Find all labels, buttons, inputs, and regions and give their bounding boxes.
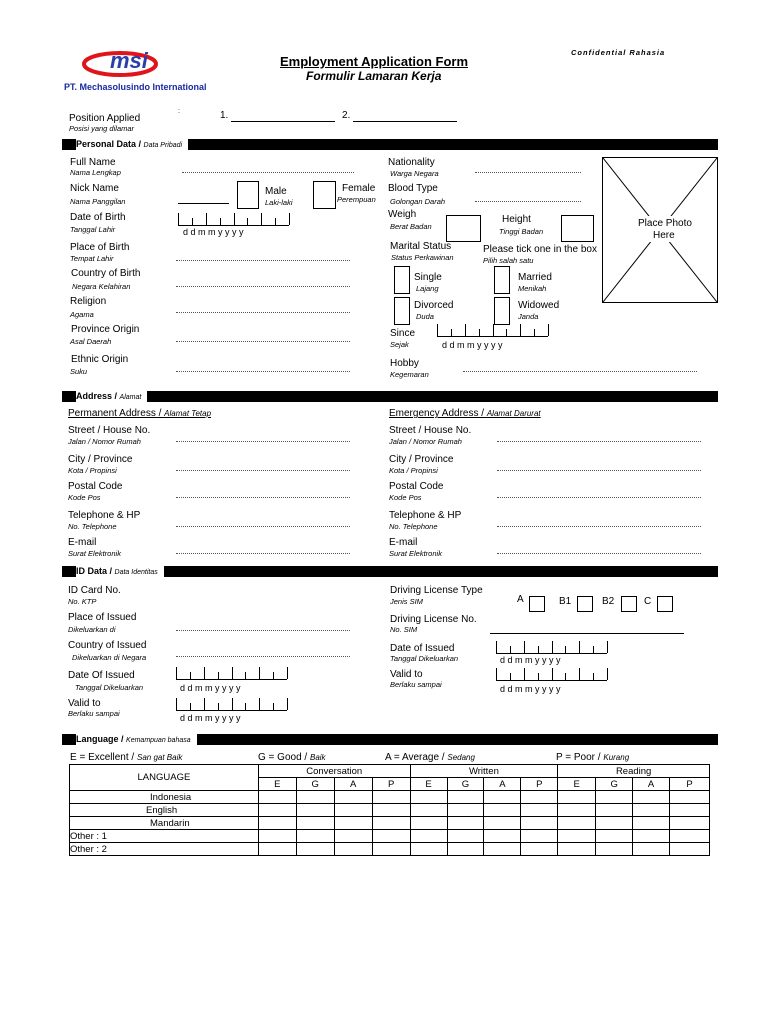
perm-email-label: E-mail xyxy=(68,537,97,548)
weight-field[interactable] xyxy=(446,215,481,242)
emer-phone-label: Telephone & HP xyxy=(389,510,462,521)
emer-email-label-id: Surat Elektronik xyxy=(389,549,442,558)
since-label-id: Sejak xyxy=(390,340,409,349)
single-label-id: Lajang xyxy=(416,284,439,293)
personal-data-header: Personal Data xyxy=(76,139,137,149)
pob-label-id: Tempat Lahir xyxy=(70,254,114,263)
grade-header: G xyxy=(447,778,484,791)
single-label: Single xyxy=(414,272,442,283)
place-issued-label-id: Dikeluarkan di xyxy=(68,625,116,634)
emergency-address-title: Emergency Address / Alamat Darurat xyxy=(389,408,541,419)
license-type-a-checkbox[interactable] xyxy=(529,596,545,612)
grade-cell[interactable] xyxy=(670,791,710,804)
married-label: Married xyxy=(518,272,552,283)
cob-label-id: Negara Kelahiran xyxy=(72,282,131,291)
language-header: Language xyxy=(76,734,119,744)
written-column-header: Written xyxy=(410,765,558,778)
perm-street-label-id: Jalan / Nomor Rumah xyxy=(68,437,141,446)
since-format: d d m m y y y y xyxy=(442,340,503,350)
grade-cell[interactable] xyxy=(447,804,484,817)
perm-city-label: City / Province xyxy=(68,454,133,465)
table-row xyxy=(70,830,710,843)
dob-label-id: Tanggal Lahir xyxy=(70,225,116,234)
height-field[interactable] xyxy=(561,215,594,242)
grade-cell[interactable] xyxy=(633,830,670,843)
full-name-label: Full Name xyxy=(70,157,116,168)
emer-postal-label-id: Kode Pos xyxy=(389,493,422,502)
address-bar: Address / Alamat xyxy=(62,391,718,402)
grade-cell[interactable] xyxy=(558,843,596,856)
valid-to-field[interactable] xyxy=(176,698,287,711)
female-label: Female xyxy=(342,183,376,194)
ethnic-label-id: Suku xyxy=(70,367,88,376)
perm-phone-label: Telephone & HP xyxy=(68,510,141,521)
grade-cell[interactable] xyxy=(484,843,521,856)
country-issued-field[interactable] xyxy=(176,656,350,657)
table-row xyxy=(70,843,710,856)
grade-cell[interactable] xyxy=(334,791,372,804)
dob-format: d d m m y y y y xyxy=(183,227,244,237)
weight-label: Weigh xyxy=(388,209,417,220)
valid-to2-label-id: Berlaku sampai xyxy=(390,680,442,689)
photo-box[interactable] xyxy=(602,157,718,303)
license-no-label-id: No. SIM xyxy=(390,625,418,634)
grade-cell[interactable] xyxy=(521,817,558,830)
grade-cell[interactable] xyxy=(334,817,372,830)
hobby-label-id: Kegemaran xyxy=(390,370,429,379)
reading-column-header: Reading xyxy=(558,765,710,778)
address-header-id: Alamat xyxy=(119,394,142,401)
grade-cell[interactable] xyxy=(296,830,334,843)
divorced-checkbox[interactable] xyxy=(394,297,410,325)
grade-cell[interactable] xyxy=(633,804,670,817)
perm-email-label-id: Surat Elektronik xyxy=(68,549,121,558)
widowed-label-id: Janda xyxy=(518,312,539,321)
pob-field[interactable] xyxy=(176,260,350,261)
grade-header: G xyxy=(596,778,633,791)
tick-label-id: Pilih salah satu xyxy=(483,256,534,265)
date-issued-field[interactable] xyxy=(176,667,287,680)
perm-city-label-id: Kota / Propinsi xyxy=(68,466,117,475)
date-issued2-format: d d m m y y y y xyxy=(500,655,561,665)
date-issued2-label-id: Tanggal Dikeluarkan xyxy=(390,654,459,663)
female-label-id: Perempuan xyxy=(337,195,376,204)
date-issued2-label: Date of Issued xyxy=(390,643,455,654)
grade-cell[interactable] xyxy=(410,817,447,830)
valid-to2-label: Valid to xyxy=(390,669,423,680)
grade-cell[interactable] xyxy=(558,791,596,804)
perm-postal-label-id: Kode Pos xyxy=(68,493,101,502)
position-opt1-field[interactable] xyxy=(231,121,335,122)
license-type-b2-checkbox[interactable] xyxy=(621,596,637,612)
widowed-checkbox[interactable] xyxy=(494,297,510,325)
full-name-field[interactable] xyxy=(182,172,354,173)
grade-cell[interactable] xyxy=(258,804,296,817)
legend-poor xyxy=(556,752,629,763)
grade-cell[interactable] xyxy=(334,830,372,843)
ethnic-field[interactable] xyxy=(176,371,350,372)
emer-street-label-id: Jalan / Nomor Rumah xyxy=(389,437,462,446)
valid-to2-format: d d m m y y y y xyxy=(500,684,561,694)
nick-name-label: Nick Name xyxy=(70,183,119,194)
full-name-label-id: Nama Lengkap xyxy=(70,168,121,177)
grade-cell[interactable] xyxy=(372,804,410,817)
grade-header: G xyxy=(296,778,334,791)
grade-cell[interactable] xyxy=(410,830,447,843)
emer-phone-field[interactable] xyxy=(497,526,701,527)
place-issued-label: Place of Issued xyxy=(68,612,137,623)
grade-header: A xyxy=(633,778,670,791)
valid-to-format: d d m m y y y y xyxy=(180,713,241,723)
idcard-label-id: No. KTP xyxy=(68,597,97,606)
legend-poor-label-id: Kurang xyxy=(603,753,630,762)
marital-label-id: Status Perkawinan xyxy=(391,253,454,262)
photo-label: Place Photo xyxy=(638,218,692,229)
ethnic-label: Ethnic Origin xyxy=(71,354,129,365)
language-name-cell: English xyxy=(70,804,259,817)
license-no-label: Driving License No. xyxy=(390,614,477,625)
grade-cell[interactable] xyxy=(258,830,296,843)
license-type-b1-checkbox[interactable] xyxy=(577,596,593,612)
license-type-a-label: A xyxy=(517,594,524,605)
province-label-id: Asal Daerah xyxy=(70,337,112,346)
grade-header: E xyxy=(258,778,296,791)
since-field[interactable] xyxy=(437,324,548,337)
license-no-field[interactable] xyxy=(490,633,684,634)
nationality-label-id: Warga Negara xyxy=(390,169,439,178)
nick-name-field[interactable] xyxy=(178,203,229,204)
blood-label-id: Golongan Darah xyxy=(390,197,446,206)
grade-cell[interactable] xyxy=(558,830,596,843)
emer-postal-label: Postal Code xyxy=(389,481,444,492)
license-type-b1-label: B1 xyxy=(559,596,572,607)
emer-email-field[interactable] xyxy=(497,553,701,554)
grade-cell[interactable] xyxy=(633,843,670,856)
dob-field[interactable] xyxy=(178,213,289,226)
country-issued-label: Country of Issued xyxy=(68,640,147,651)
religion-field[interactable] xyxy=(176,312,350,313)
position-opt2-field[interactable] xyxy=(353,121,457,122)
grade-cell[interactable] xyxy=(596,791,633,804)
legend-average-label: A = Average / xyxy=(385,752,445,763)
language-name-cell: Mandarin xyxy=(70,817,259,830)
male-checkbox[interactable] xyxy=(237,181,259,209)
license-type-b2-label: B2 xyxy=(602,596,615,607)
grade-cell[interactable] xyxy=(670,817,710,830)
grade-cell[interactable] xyxy=(296,791,334,804)
legend-good-label: G = Good / xyxy=(258,752,308,763)
idcard-label: ID Card No. xyxy=(68,585,121,596)
grade-cell[interactable] xyxy=(484,830,521,843)
emer-street-field[interactable] xyxy=(497,441,701,442)
height-label-id: Tinggi Badan xyxy=(499,227,544,236)
legend-average-label-id: Sedang xyxy=(447,753,475,762)
permanent-address-label: Permanent Address xyxy=(68,408,156,419)
grade-cell[interactable] xyxy=(521,804,558,817)
position-opt2-label: 2. xyxy=(342,110,351,121)
perm-city-field[interactable] xyxy=(176,470,350,471)
perm-email-field[interactable] xyxy=(176,553,350,554)
emer-city-label-id: Kota / Propinsi xyxy=(389,466,438,475)
position-colon: : xyxy=(178,108,180,115)
language-name-cell: Other : 2 xyxy=(70,843,259,856)
place-issued-field[interactable] xyxy=(176,630,350,631)
grade-cell[interactable] xyxy=(633,791,670,804)
cob-field[interactable] xyxy=(176,286,350,287)
license-type-label-id: Jenis SIM xyxy=(390,597,423,606)
nationality-label: Nationality xyxy=(388,157,435,168)
emer-city-field[interactable] xyxy=(497,470,701,471)
date-issued-label: Date Of Issued xyxy=(68,670,135,681)
grade-cell[interactable] xyxy=(372,843,410,856)
divorced-label: Divorced xyxy=(414,300,454,311)
female-checkbox[interactable] xyxy=(313,181,336,209)
grade-cell[interactable] xyxy=(484,804,521,817)
permanent-address-label-id: Alamat Tetap xyxy=(164,409,212,418)
position-label: Position Applied xyxy=(69,113,141,124)
address-header: Address xyxy=(76,391,113,401)
grade-cell[interactable] xyxy=(484,817,521,830)
confidential-label: Confidential Rahasia xyxy=(571,48,666,57)
grade-cell[interactable] xyxy=(558,804,596,817)
id-data-header: ID Data xyxy=(76,566,108,576)
logo-text: msi xyxy=(110,48,148,73)
male-label: Male xyxy=(265,186,287,197)
language-table xyxy=(69,764,710,856)
emergency-address-label: Emergency Address xyxy=(389,408,479,419)
legend-good-label-id: Baik xyxy=(309,753,326,762)
emer-phone-label-id: No. Telephone xyxy=(389,522,438,531)
grade-header: E xyxy=(558,778,596,791)
grade-cell[interactable] xyxy=(447,791,484,804)
grade-cell[interactable] xyxy=(372,791,410,804)
grade-cell[interactable] xyxy=(596,817,633,830)
grade-cell[interactable] xyxy=(296,817,334,830)
marital-label: Marital Status xyxy=(390,241,452,252)
logo xyxy=(82,48,164,78)
perm-phone-label-id: No. Telephone xyxy=(68,522,117,531)
cob-label: Country of Birth xyxy=(71,268,141,279)
grade-cell[interactable] xyxy=(596,830,633,843)
personal-data-bar: Personal Data / Data Pribadi xyxy=(62,139,718,150)
tick-label: Please tick one in the box xyxy=(483,244,597,255)
legend-good xyxy=(258,752,326,763)
id-data-bar: ID Data / Data Identitas xyxy=(62,566,718,577)
grade-cell[interactable] xyxy=(447,817,484,830)
grade-cell[interactable] xyxy=(296,843,334,856)
legend-excellent-label-id: San gat Baik xyxy=(136,753,183,762)
grade-header: P xyxy=(372,778,410,791)
grade-cell[interactable] xyxy=(521,830,558,843)
valid-to-label-id: Berlaku sampai xyxy=(68,709,120,718)
legend-excellent xyxy=(70,752,182,763)
position-opt1-label: 1. xyxy=(220,110,229,121)
grade-cell[interactable] xyxy=(447,830,484,843)
grade-cell[interactable] xyxy=(258,817,296,830)
male-label-id: Laki-laki xyxy=(265,198,293,207)
grade-cell[interactable] xyxy=(633,817,670,830)
grade-header: E xyxy=(410,778,447,791)
emer-city-label: City / Province xyxy=(389,454,454,465)
form-subtitle: Formulir Lamaran Kerja xyxy=(306,69,442,83)
language-column-header: LANGUAGE xyxy=(70,765,259,791)
language-name-cell: Other : 1 xyxy=(70,830,259,843)
table-row xyxy=(70,817,710,830)
form-title: Employment Application Form xyxy=(280,54,469,69)
province-label: Province Origin xyxy=(71,324,140,335)
table-row xyxy=(70,791,710,804)
hobby-field[interactable] xyxy=(463,371,697,372)
date-issued2-field[interactable] xyxy=(496,641,607,654)
license-type-c-label: C xyxy=(644,596,652,607)
language-header-id: Kemampuan bahasa xyxy=(126,737,191,744)
divorced-label-id: Duda xyxy=(416,312,434,321)
widowed-label: Widowed xyxy=(518,300,560,311)
married-checkbox[interactable] xyxy=(494,266,510,294)
legend-excellent-label: E = Excellent / xyxy=(70,752,135,763)
single-checkbox[interactable] xyxy=(394,266,410,294)
grade-cell[interactable] xyxy=(372,830,410,843)
date-issued-format: d d m m y y y y xyxy=(180,683,241,693)
license-type-label: Driving License Type xyxy=(390,585,483,596)
date-issued-label-id: Tanggal Dikeluarkan xyxy=(75,683,144,692)
nick-name-label-id: Nama Panggilan xyxy=(70,197,126,206)
grade-cell[interactable] xyxy=(410,804,447,817)
grade-header: P xyxy=(521,778,558,791)
grade-cell[interactable] xyxy=(670,843,710,856)
permanent-address-title: Permanent Address / Alamat Tetap xyxy=(68,408,212,419)
table-row xyxy=(70,804,710,817)
perm-phone-field[interactable] xyxy=(176,526,350,527)
id-data-header-id: Data Identitas xyxy=(114,569,158,576)
grade-cell[interactable] xyxy=(372,817,410,830)
religion-label-id: Agama xyxy=(70,310,94,319)
dob-label: Date of Birth xyxy=(70,212,126,223)
grade-cell[interactable] xyxy=(410,843,447,856)
grade-cell[interactable] xyxy=(258,843,296,856)
grade-cell[interactable] xyxy=(670,830,710,843)
grade-cell[interactable] xyxy=(334,843,372,856)
height-label: Height xyxy=(502,214,531,225)
grade-cell[interactable] xyxy=(296,804,334,817)
language-name-cell: Indonesia xyxy=(70,791,259,804)
province-field[interactable] xyxy=(176,341,350,342)
grade-cell[interactable] xyxy=(596,804,633,817)
perm-street-field[interactable] xyxy=(176,441,350,442)
emer-postal-field[interactable] xyxy=(497,497,701,498)
grade-header: P xyxy=(670,778,710,791)
conversation-column-header: Conversation xyxy=(258,765,410,778)
valid-to-label: Valid to xyxy=(68,698,101,709)
grade-cell[interactable] xyxy=(521,791,558,804)
since-label: Since xyxy=(390,328,416,339)
emer-street-label: Street / House No. xyxy=(389,425,472,436)
pob-label: Place of Birth xyxy=(70,242,130,253)
married-label-id: Menikah xyxy=(518,284,547,293)
blood-label: Blood Type xyxy=(388,183,438,194)
hobby-label: Hobby xyxy=(390,358,419,369)
grade-cell[interactable] xyxy=(334,804,372,817)
photo-label2: Here xyxy=(653,230,675,241)
grade-header: A xyxy=(484,778,521,791)
perm-postal-label: Postal Code xyxy=(68,481,123,492)
grade-header: A xyxy=(334,778,372,791)
perm-postal-field[interactable] xyxy=(176,497,350,498)
grade-cell[interactable] xyxy=(521,843,558,856)
license-type-c-checkbox[interactable] xyxy=(657,596,673,612)
grade-cell[interactable] xyxy=(447,843,484,856)
grade-cell[interactable] xyxy=(596,843,633,856)
blood-field[interactable] xyxy=(475,201,581,202)
legend-poor-label: P = Poor / xyxy=(556,752,601,763)
perm-street-label: Street / House No. xyxy=(68,425,151,436)
valid-to2-field[interactable] xyxy=(496,668,607,681)
emer-email-label: E-mail xyxy=(389,537,418,548)
nationality-field[interactable] xyxy=(475,172,581,173)
language-bar: Language / Kemampuan bahasa xyxy=(62,734,718,745)
grade-cell[interactable] xyxy=(670,804,710,817)
religion-label: Religion xyxy=(70,296,107,307)
emergency-address-label-id: Alamat Darurat xyxy=(486,409,541,418)
grade-cell[interactable] xyxy=(410,791,447,804)
weight-label-id: Berat Badan xyxy=(390,222,432,231)
position-label-id: Posisi yang dilamar xyxy=(69,124,135,133)
personal-data-header-id: Data Pribadi xyxy=(143,142,183,149)
company-name: PT. Mechasolusindo International xyxy=(64,82,207,92)
grade-cell[interactable] xyxy=(558,817,596,830)
country-issued-label-id: Dikeluarkan di Negara xyxy=(72,653,147,662)
legend-average xyxy=(385,752,475,763)
grade-cell[interactable] xyxy=(258,791,296,804)
grade-cell[interactable] xyxy=(484,791,521,804)
